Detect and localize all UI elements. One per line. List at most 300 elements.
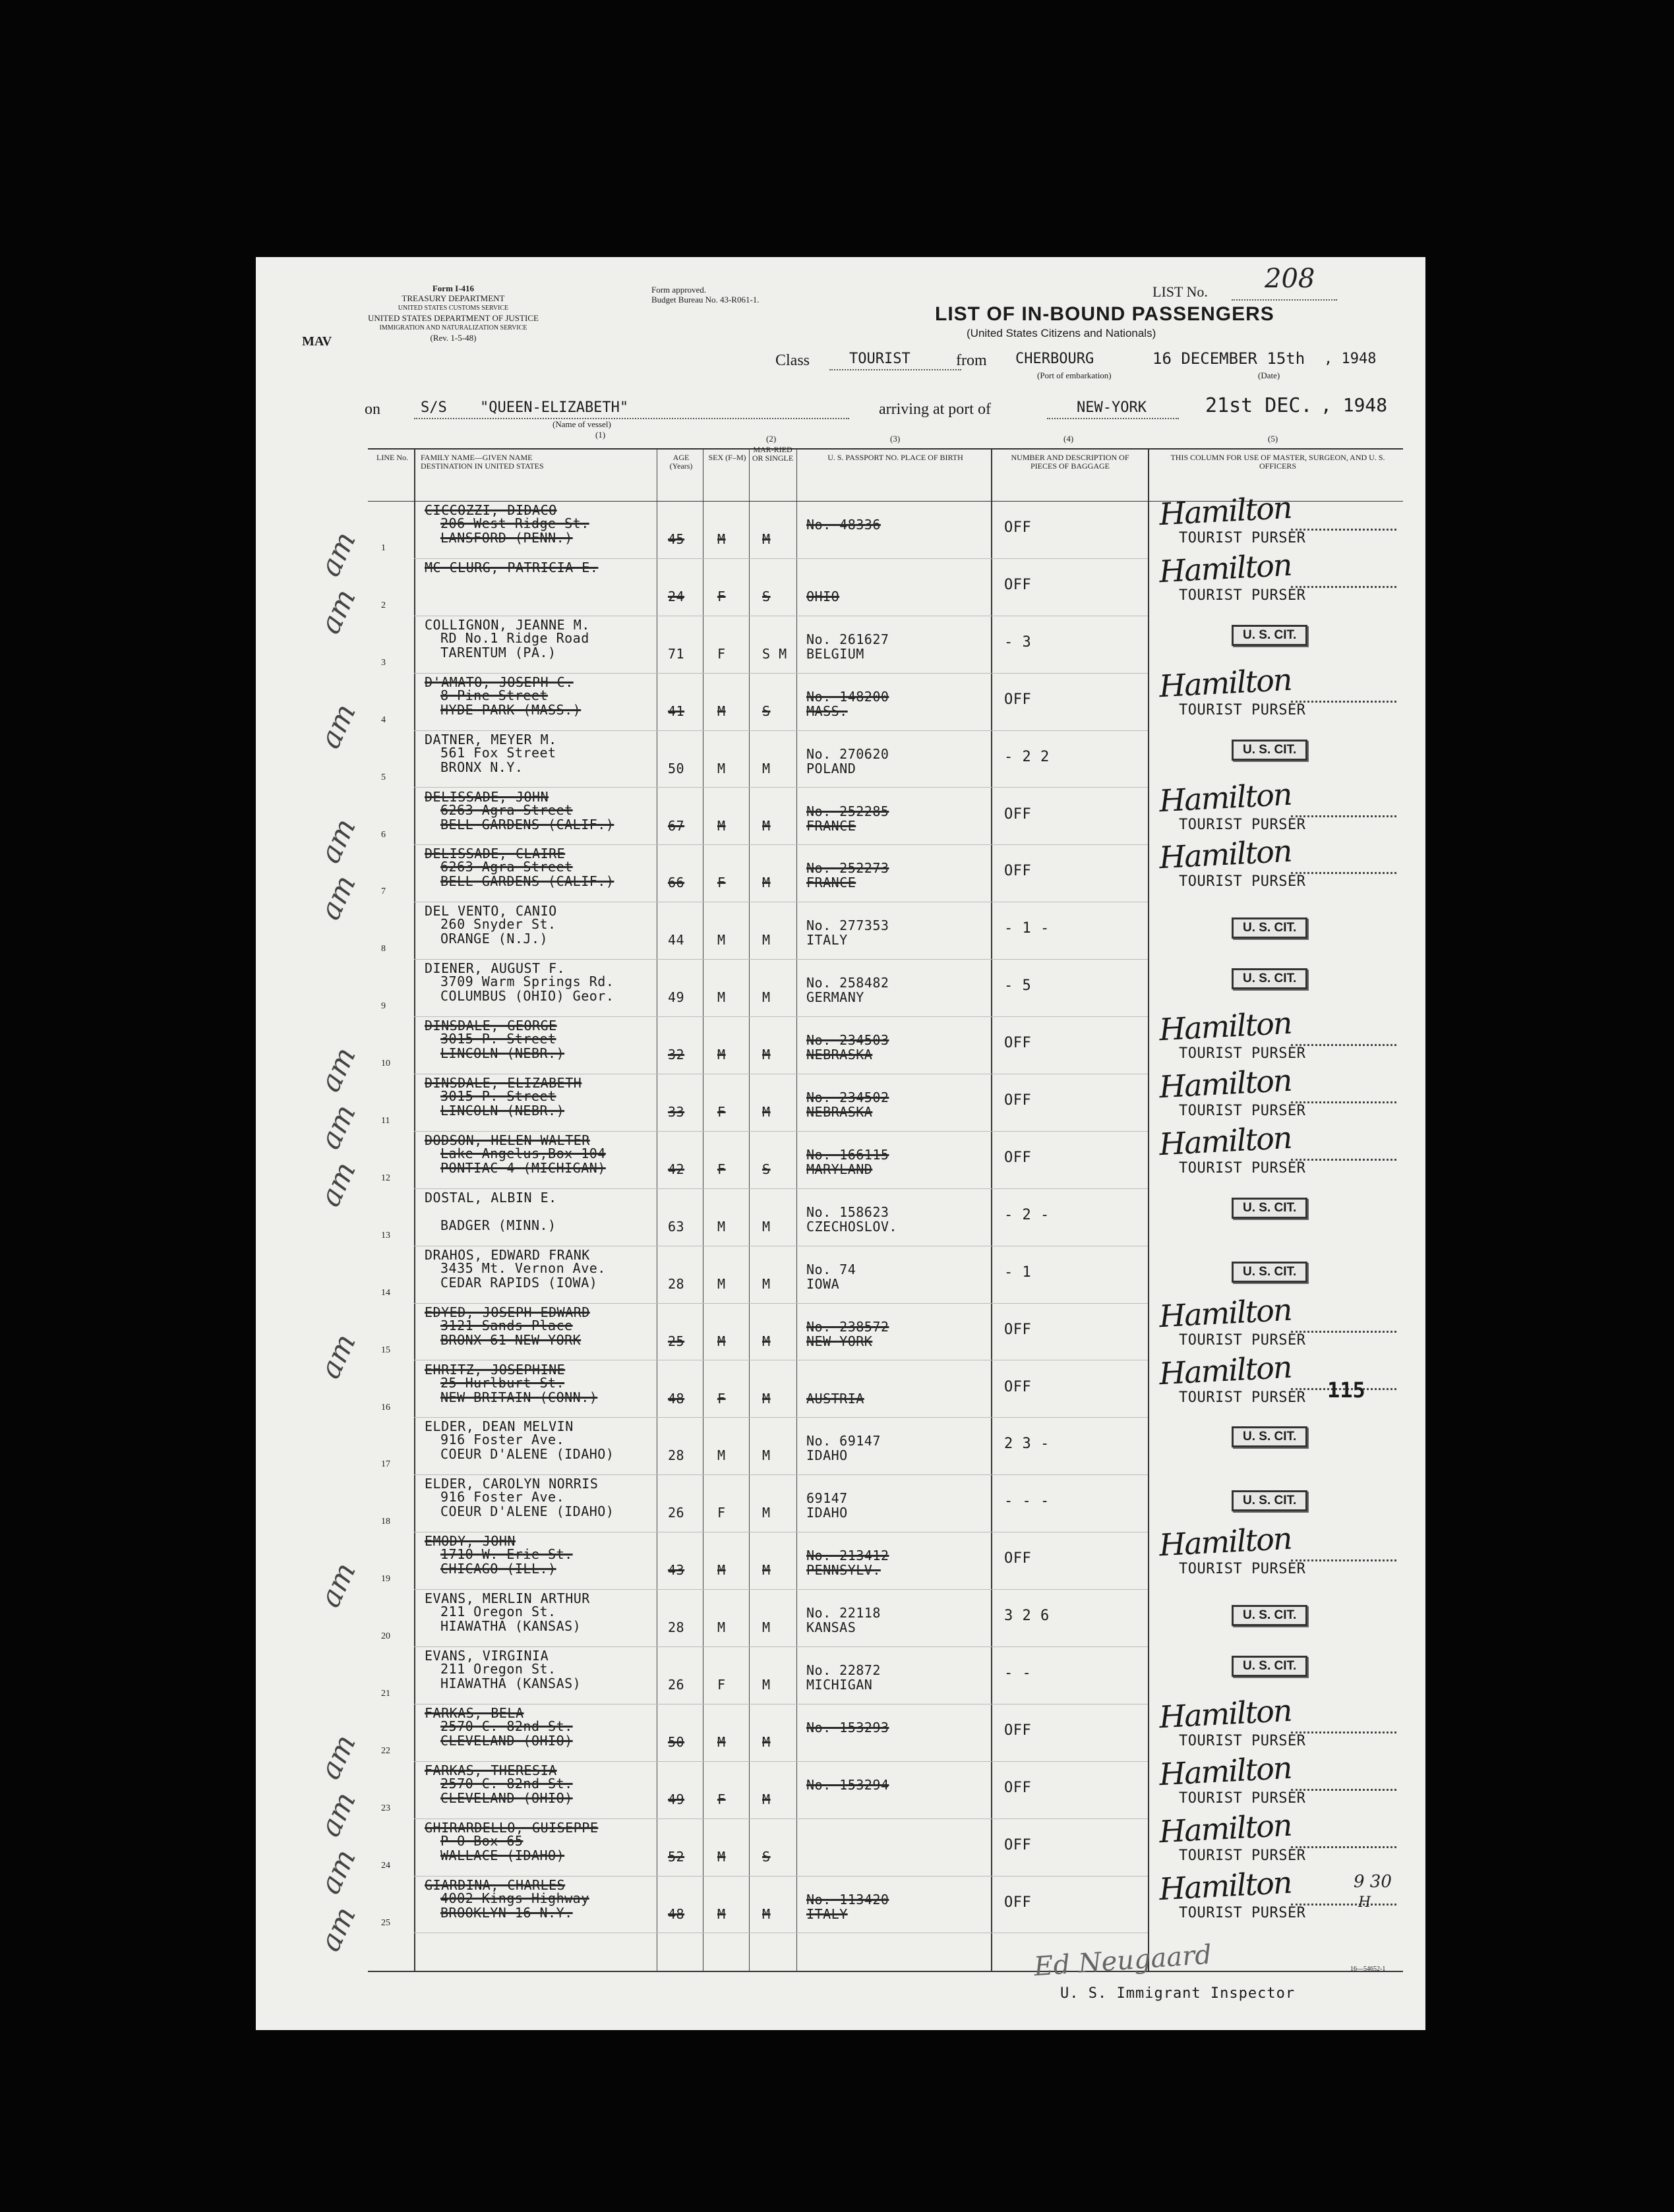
margin-check-mark: am <box>313 1042 363 1097</box>
officer-dotted-line <box>1291 1159 1396 1161</box>
passenger-name: EVANS, MERLIN ARTHUR <box>425 1590 590 1607</box>
marital-cell: M <box>762 1218 771 1235</box>
sex-cell: M <box>717 1447 726 1464</box>
line-number: 8 <box>381 944 386 954</box>
passport-number: No. 277353 <box>806 917 889 934</box>
treasury-dept: TREASURY DEPARTMENT <box>402 293 505 303</box>
line-number: 25 <box>381 1917 390 1928</box>
place-of-birth: IDAHO <box>806 1505 848 1521</box>
age-cell: 52 <box>668 1848 685 1865</box>
baggage-cell: OFF <box>1004 805 1032 823</box>
line-number: 12 <box>381 1173 390 1183</box>
passenger-name: DELISSADE, JOHN <box>425 788 549 805</box>
line-number: 3 <box>381 657 386 668</box>
officer-note: TOURIST PURSER <box>1179 1904 1306 1921</box>
marital-cell: M <box>762 875 771 891</box>
age-cell: 44 <box>668 932 685 948</box>
margin-check-mark: am <box>313 870 363 925</box>
row-rule <box>414 1876 1148 1877</box>
row-rule <box>414 1761 1148 1762</box>
row-rule <box>414 1188 1148 1189</box>
line-number: 11 <box>381 1116 390 1126</box>
sex-cell: F <box>717 875 726 891</box>
sex-cell: M <box>717 1733 726 1750</box>
margin-check-mark: am <box>313 1157 363 1212</box>
officer-note: TOURIST PURSER <box>1179 1159 1306 1177</box>
from-label: from <box>956 352 987 369</box>
passport-number: No. 252273 <box>806 860 889 877</box>
line-number: 9 <box>381 1001 386 1012</box>
passenger-name: EVANS, VIRGINIA <box>425 1648 549 1664</box>
table-row <box>368 1590 1403 1648</box>
vessel-caption: (Name of vessel) <box>553 419 611 429</box>
table-row <box>368 1190 1403 1247</box>
place-of-birth: MARYLAND <box>806 1161 873 1177</box>
line-number: 1 <box>381 543 386 553</box>
address-city: BELL GARDENS (CALIF.) <box>440 816 614 832</box>
place-of-birth: KANSAS <box>806 1619 856 1636</box>
margin-check-mark: am <box>313 1786 363 1842</box>
col-number-5: (5) <box>1268 434 1278 444</box>
mav-code: MAV <box>302 334 332 349</box>
marital-cell: S M <box>762 645 787 662</box>
line-number: 7 <box>381 887 386 897</box>
officer-dotted-line <box>1291 1789 1396 1791</box>
arrival-port: NEW-YORK <box>1077 399 1147 416</box>
address-street: 916 Foster Ave. <box>440 1489 565 1505</box>
address-street: P O Box 65 <box>440 1832 523 1849</box>
address-city: ORANGE (N.J.) <box>440 931 549 947</box>
sex-cell: M <box>717 1619 726 1636</box>
line-number: 22 <box>381 1745 390 1756</box>
officer-signature: Hamilton <box>1158 1004 1292 1048</box>
arrival-underline <box>1047 418 1179 419</box>
print-code: 16—54652-1 <box>1350 1965 1386 1973</box>
passport-number: No. 69147 <box>806 1433 881 1449</box>
address-street: 25 Hurlburt St. <box>440 1374 565 1391</box>
us-citizen-stamp: U. S. CIT. <box>1232 1262 1307 1283</box>
place-of-birth: ITALY <box>806 932 848 948</box>
address-city: BADGER (MINN.) <box>440 1217 556 1233</box>
age-cell: 43 <box>668 1562 685 1579</box>
passport-number: No. 270620 <box>806 745 889 762</box>
sex-cell: F <box>717 588 726 604</box>
marital-cell: S <box>762 588 771 604</box>
form-number: Form I-416 <box>432 283 475 293</box>
officer-note: TOURIST PURSER <box>1179 1732 1306 1749</box>
place-of-birth: POLAND <box>806 760 856 776</box>
form-approved: Form approved. <box>651 285 707 295</box>
line-number: 5 <box>381 772 386 782</box>
officer-note: TOURIST PURSER <box>1179 1389 1306 1406</box>
header-officers: THIS COLUMN FOR USE OF MASTER, SURGEON, AND U. S. OFFICERS <box>1170 453 1385 471</box>
passport-number: No. 238572 <box>806 1318 889 1335</box>
address-city: CEDAR RAPIDS (IOWA) <box>440 1274 598 1291</box>
age-cell: 26 <box>668 1677 685 1693</box>
address-city: CHICAGO (ILL.) <box>440 1561 556 1577</box>
address-city: HIAWATHA (KANSAS) <box>440 1618 582 1635</box>
officer-note: TOURIST PURSER <box>1179 587 1306 604</box>
passenger-name: CICCOZZI, DIDACO <box>425 502 557 518</box>
age-cell: 49 <box>668 1791 685 1807</box>
marital-cell: S <box>762 1848 771 1865</box>
sex-cell: F <box>717 645 726 662</box>
passenger-name: FARKAS, BELA <box>425 1704 524 1721</box>
officer-dotted-line <box>1291 1732 1396 1733</box>
baggage-cell: 2 3 - <box>1004 1436 1050 1453</box>
address-street: 916 Foster Ave. <box>440 1432 565 1448</box>
row-rule <box>414 787 1148 788</box>
age-cell: 24 <box>668 588 685 604</box>
sex-cell: M <box>717 1333 726 1349</box>
sex-cell: M <box>717 1047 726 1063</box>
baggage-cell: - 5 <box>1004 977 1032 995</box>
address-street: 1710 W. Erie St. <box>440 1546 573 1563</box>
age-cell: 32 <box>668 1047 685 1063</box>
line-number: 17 <box>381 1459 390 1470</box>
line-number: 16 <box>381 1402 390 1412</box>
officer-dotted-line <box>1291 815 1396 817</box>
officer-signature: Hamilton <box>1158 546 1292 590</box>
port-caption: (Port of embarkation) <box>1037 370 1112 380</box>
baggage-cell: OFF <box>1004 1378 1032 1395</box>
from-port: CHERBOURG <box>1015 351 1094 367</box>
address-city: NEW BRITAIN (CONN.) <box>440 1389 598 1405</box>
passport-number: No. 113420 <box>806 1891 889 1907</box>
row-rule <box>414 1131 1148 1132</box>
place-of-birth: IDAHO <box>806 1447 848 1464</box>
age-cell: 63 <box>668 1218 685 1235</box>
departure-year: , 1948 <box>1324 351 1377 367</box>
sex-cell: M <box>717 1848 726 1865</box>
passport-number: No. 234503 <box>806 1032 889 1049</box>
sex-cell: F <box>717 1677 726 1693</box>
address-street: 3435 Mt. Vernon Ave. <box>440 1260 606 1276</box>
us-citizen-stamp: U. S. CIT. <box>1232 625 1307 646</box>
sex-cell: F <box>717 1791 726 1807</box>
place-of-birth: MICHIGAN <box>806 1677 873 1693</box>
baggage-cell: - 1 - <box>1004 920 1050 937</box>
us-citizen-stamp: U. S. CIT. <box>1232 1198 1307 1219</box>
document-title: LIST OF IN-BOUND PASSENGERS <box>935 303 1274 325</box>
passport-number: No. 166115 <box>806 1146 889 1163</box>
address-street: RD No.1 Ridge Road <box>440 629 589 646</box>
place-of-birth: MASS. <box>806 703 848 719</box>
baggage-cell: OFF <box>1004 1092 1032 1109</box>
justice-dept: UNITED STATES DEPARTMENT OF JUSTICE <box>368 313 539 323</box>
departure-date: 16 DECEMBER 15th <box>1152 349 1305 368</box>
sex-cell: M <box>717 703 726 719</box>
sex-cell: M <box>717 760 726 776</box>
col-number-1: (1) <box>595 430 606 440</box>
address-street: 3709 Warm Springs Rd. <box>440 974 614 990</box>
officer-dotted-line <box>1291 1559 1396 1561</box>
row-rule <box>414 1303 1148 1304</box>
age-cell: 42 <box>668 1161 685 1177</box>
address-street: 260 Snyder St. <box>440 916 556 933</box>
officer-signature: Hamilton <box>1158 1291 1292 1334</box>
us-citizen-stamp: U. S. CIT. <box>1232 740 1307 761</box>
col-number-4: (4) <box>1063 434 1074 444</box>
passport-number: No. 261627 <box>806 631 889 647</box>
class-label: Class <box>775 352 810 369</box>
officer-signature: Hamilton <box>1158 1062 1292 1105</box>
row-rule <box>414 558 1148 559</box>
marital-cell: M <box>762 817 771 834</box>
budget-bureau: Budget Bureau No. 43-R061-1. <box>651 295 760 305</box>
baggage-cell: - - - <box>1004 1493 1050 1510</box>
margin-check-mark: am <box>313 1099 363 1155</box>
address-street: 3015 P. Street <box>440 1088 556 1104</box>
age-cell: 28 <box>668 1447 685 1464</box>
row-rule <box>414 1474 1148 1475</box>
passenger-name: EDYED, JOSEPH EDWARD <box>425 1304 590 1320</box>
baggage-cell: - - <box>1004 1665 1032 1681</box>
baggage-cell: OFF <box>1004 1894 1032 1911</box>
baggage-cell: OFF <box>1004 691 1032 708</box>
place-of-birth: BELGIUM <box>806 645 864 662</box>
header-married: MAR-RIED OR SINGLE <box>752 445 794 463</box>
passport-number: No. 258482 <box>806 975 889 991</box>
arriving-label: arriving at port of <box>879 401 991 418</box>
sex-cell: F <box>717 1505 726 1521</box>
address-street: 3015 P. Street <box>440 1031 556 1047</box>
table-row <box>368 903 1403 960</box>
baggage-cell: OFF <box>1004 519 1032 536</box>
marital-cell: M <box>762 1906 771 1922</box>
address-city: COEUR D'ALENE (IDAHO) <box>440 1446 614 1463</box>
address-city: CLEVELAND (OHIO) <box>440 1732 573 1749</box>
officer-signature: Hamilton <box>1158 489 1292 533</box>
inspector-signature: Ed Neugaard <box>1032 1939 1213 1983</box>
officer-signature: Hamilton <box>1158 776 1292 819</box>
passenger-name: DIENER, AUGUST F. <box>425 960 566 977</box>
address-city: LINCOLN (NEBR.) <box>440 1103 565 1119</box>
passenger-name: GIARDINA, CHARLES <box>425 1877 566 1893</box>
passenger-name: COLLIGNON, JEANNE M. <box>425 616 590 633</box>
officer-signature: Hamilton <box>1158 1807 1292 1849</box>
age-cell: 33 <box>668 1104 685 1120</box>
passenger-name: D'AMATO, JOSEPH C. <box>425 674 574 690</box>
date-caption: (Date) <box>1258 370 1280 380</box>
marital-cell: M <box>762 531 771 547</box>
baggage-cell: OFF <box>1004 1550 1032 1567</box>
vessel-name: "QUEEN-ELIZABETH" <box>480 399 629 416</box>
officer-note: TOURIST PURSER <box>1179 1331 1306 1349</box>
margin-check-mark: am <box>313 1557 363 1613</box>
place-of-birth: OHIO <box>806 588 840 604</box>
baggage-cell: 3 2 6 <box>1004 1608 1050 1625</box>
address-street: Lake Angelus,Box 104 <box>440 1145 606 1161</box>
customs-service: UNITED STATES CUSTOMS SERVICE <box>398 305 509 312</box>
passenger-table <box>313 434 1403 1972</box>
passenger-name: GHIRARDELLO, GUISEPPE <box>425 1819 599 1836</box>
place-of-birth: NEBRASKA <box>806 1104 873 1120</box>
officer-dotted-line <box>1291 1044 1396 1046</box>
row-rule <box>414 959 1148 960</box>
marital-cell: M <box>762 1047 771 1063</box>
address-street: 8 Pine Street <box>440 687 549 703</box>
officer-dotted-line <box>1291 701 1396 703</box>
row-rule <box>414 844 1148 845</box>
age-cell: 71 <box>668 645 685 662</box>
passport-number: No. 74 <box>806 1261 856 1277</box>
us-citizen-stamp: U. S. CIT. <box>1232 1605 1307 1626</box>
place-of-birth: FRANCE <box>806 817 856 834</box>
passenger-name: FARKAS, THERESIA <box>425 1762 557 1778</box>
officer-note: TOURIST PURSER <box>1179 530 1306 546</box>
officer-signature: Hamilton <box>1158 1349 1292 1391</box>
passport-number: No. 213412 <box>806 1548 889 1564</box>
row-rule <box>414 1589 1148 1590</box>
line-number: 18 <box>381 1517 390 1527</box>
arrival-date: 21st DEC. <box>1205 394 1313 417</box>
header-sex: SEX (F–M) <box>708 453 746 462</box>
place-of-birth: IOWA <box>806 1275 840 1292</box>
baggage-cell: OFF <box>1004 1149 1032 1166</box>
officer-dotted-line <box>1291 1846 1396 1848</box>
sex-cell: M <box>717 1906 726 1922</box>
header-baggage: NUMBER AND DESCRIPTION OF PIECES OF BAGGAGE <box>1011 453 1129 471</box>
address-street: 561 Fox Street <box>440 744 556 761</box>
place-of-birth: NEW-YORK <box>806 1333 873 1349</box>
address-street: 206 West Ridge St. <box>440 515 589 531</box>
line-number: 2 <box>381 600 386 610</box>
baggage-cell: OFF <box>1004 1321 1032 1338</box>
row-rule <box>414 1646 1148 1647</box>
us-citizen-stamp: U. S. CIT. <box>1232 968 1307 989</box>
table-row <box>368 1418 1403 1476</box>
header-age: AGE (Years) <box>669 453 693 471</box>
marital-cell: M <box>762 760 771 776</box>
list-number: 208 <box>1265 264 1315 294</box>
row-rule <box>414 673 1148 674</box>
line-number: 14 <box>381 1287 390 1298</box>
address-city: BELL GARDENS (CALIF.) <box>440 873 614 890</box>
baggage-cell: OFF <box>1004 1836 1032 1853</box>
sex-cell: M <box>717 817 726 834</box>
marital-cell: M <box>762 1791 771 1807</box>
address-city: COEUR D'ALENE (IDAHO) <box>440 1503 614 1520</box>
line-number: 19 <box>381 1574 390 1585</box>
marital-cell: M <box>762 1333 771 1349</box>
passport-number: No. 22872 <box>806 1662 881 1678</box>
officer-signature: Hamilton <box>1158 1692 1292 1735</box>
passenger-name: DINSDALE, GEORGE <box>425 1018 557 1034</box>
line-number: 24 <box>381 1860 390 1871</box>
line-number: 6 <box>381 829 386 840</box>
officer-dotted-line <box>1291 1101 1396 1103</box>
passport-number: No. 252285 <box>806 803 889 819</box>
officer-note: TOURIST PURSER <box>1179 1790 1306 1807</box>
address-street: 3121 Sands Place <box>440 1317 573 1333</box>
line-number: 20 <box>381 1631 390 1642</box>
us-citizen-stamp: U. S. CIT. <box>1232 1656 1307 1677</box>
baggage-cell: OFF <box>1004 1722 1032 1739</box>
list-number-label: LIST No. <box>1152 283 1208 300</box>
class-underline <box>829 369 961 370</box>
us-citizen-stamp: U. S. CIT. <box>1232 1426 1307 1447</box>
us-citizen-stamp: U. S. CIT. <box>1232 917 1307 939</box>
baggage-cell: OFF <box>1004 1779 1032 1796</box>
address-city: HYDE PARK (MASS.) <box>440 701 582 718</box>
sex-cell: M <box>717 932 726 948</box>
address-street: 6263 Agra Street <box>440 859 573 875</box>
address-city: LINCOLN (NEBR.) <box>440 1045 565 1062</box>
vessel-underline <box>414 418 849 419</box>
officer-signature: Hamilton <box>1158 1749 1292 1793</box>
sex-cell: M <box>717 531 726 547</box>
passport-number: No. 153294 <box>806 1776 889 1793</box>
officer-note: TOURIST PURSER <box>1179 1045 1306 1062</box>
passenger-name: DRAHOS, EDWARD FRANK <box>425 1246 590 1263</box>
margin-check-mark: am <box>313 698 363 753</box>
officer-note: TOURIST PURSER <box>1179 1561 1306 1578</box>
revision: (Rev. 1-5-48) <box>430 333 477 343</box>
passenger-name: EMODY, JOHN <box>425 1533 516 1550</box>
document-subtitle: (United States Citizens and Nationals) <box>967 327 1156 339</box>
address-city: PONTIAC 4 (MICHIGAN) <box>440 1159 606 1176</box>
inspector-caption: U. S. Immigrant Inspector <box>1060 1985 1296 2002</box>
officer-note: TOURIST PURSER <box>1179 1103 1306 1119</box>
baggage-cell: - 3 <box>1004 633 1032 651</box>
margin-check-mark: am <box>313 1844 363 1899</box>
margin-check-mark: am <box>313 1730 363 1785</box>
age-cell: 28 <box>668 1275 685 1292</box>
passport-number: No. 48336 <box>806 517 881 533</box>
age-cell: 49 <box>668 989 685 1006</box>
age-cell: 41 <box>668 703 685 719</box>
age-cell: 48 <box>668 1906 685 1922</box>
line-number: 4 <box>381 714 386 725</box>
class-value: TOURIST <box>849 351 911 367</box>
baggage-cell: OFF <box>1004 1035 1032 1052</box>
marital-cell: M <box>762 1505 771 1521</box>
margin-check-mark: am <box>313 1901 363 1956</box>
address-street: 211 Oregon St. <box>440 1604 556 1620</box>
sex-cell: M <box>717 1218 726 1235</box>
passenger-name: DATNER, MEYER M. <box>425 731 557 747</box>
sex-cell: M <box>717 1562 726 1579</box>
address-street: 6263 Agra Street <box>440 801 573 818</box>
passenger-name: DINSDALE, ELIZABETH <box>425 1075 582 1091</box>
age-cell: 45 <box>668 531 685 547</box>
marital-cell: M <box>762 1104 771 1120</box>
passenger-name: ELDER, CAROLYN NORRIS <box>425 1476 599 1492</box>
officer-signature: Hamilton <box>1158 1119 1292 1163</box>
on-label: on <box>365 401 380 418</box>
place-of-birth: NEBRASKA <box>806 1047 873 1063</box>
passenger-name: DOSTAL, ALBIN E. <box>425 1189 557 1206</box>
officer-note: TOURIST PURSER <box>1179 873 1306 890</box>
baggage-cell: OFF <box>1004 576 1032 593</box>
address-city: HIAWATHA (KANSAS) <box>440 1675 582 1691</box>
officer-signature: Hamilton <box>1158 661 1292 704</box>
officer-signature: Hamilton <box>1158 1864 1292 1907</box>
marital-cell: M <box>762 1619 771 1636</box>
address-city: LANSFORD (PENN.) <box>440 530 573 546</box>
marital-cell: M <box>762 1677 771 1693</box>
marital-cell: S <box>762 1161 771 1177</box>
row-rule <box>414 1417 1148 1418</box>
address-city: CLEVELAND (OHIO) <box>440 1790 573 1806</box>
marital-cell: M <box>762 1447 771 1464</box>
place-of-birth: GERMANY <box>806 989 864 1006</box>
age-cell: 67 <box>668 817 685 834</box>
handwritten-time-note: 9 30 <box>1354 1872 1392 1892</box>
address-street: 2570 C. 82nd St. <box>440 1718 573 1734</box>
baggage-cell: OFF <box>1004 863 1032 880</box>
